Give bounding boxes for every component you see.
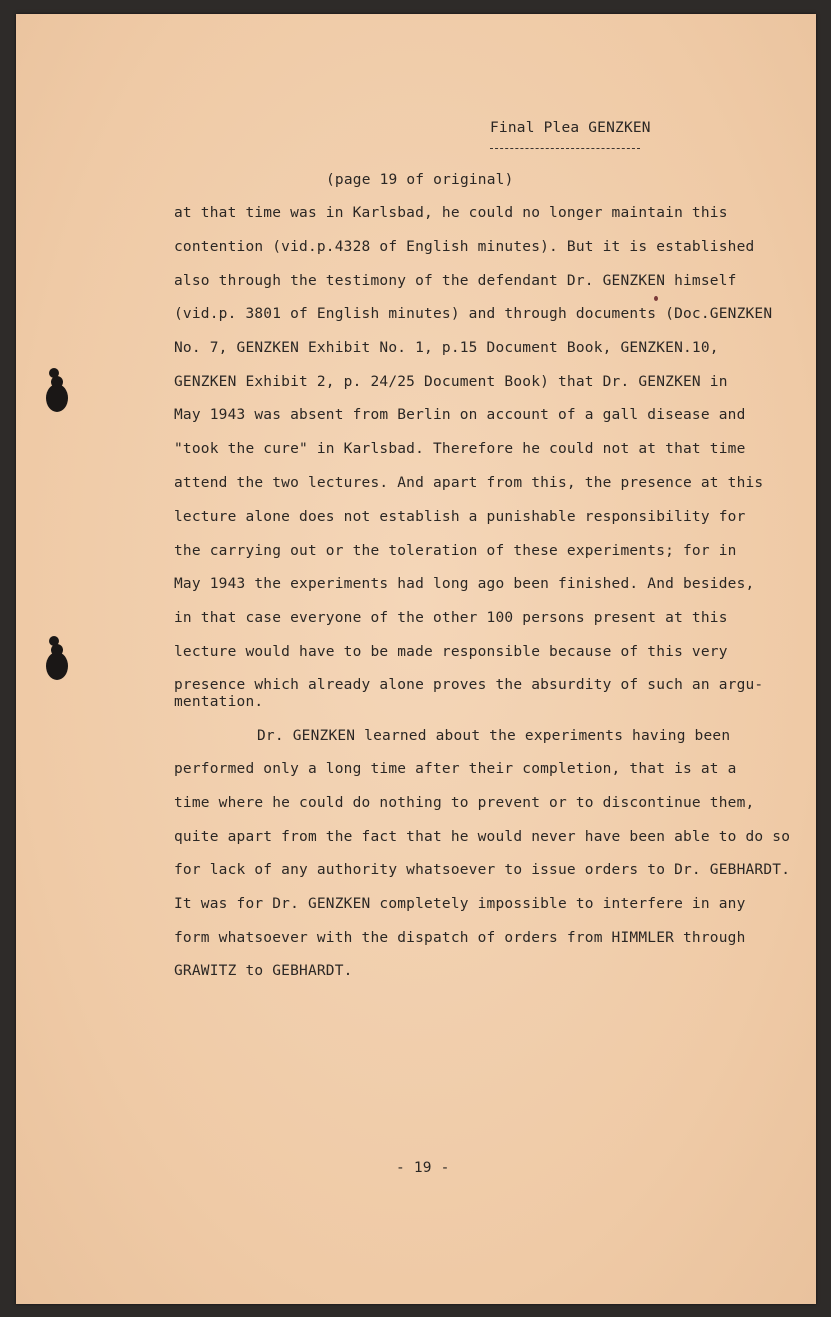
body-line: time where he could do nothing to prevent or to discontinue them, <box>174 795 755 811</box>
body-line: quite apart from the fact that he would never have been able to do so <box>174 829 791 845</box>
page-number: - 19 - <box>396 1160 450 1176</box>
body-line: presence which already alone proves the absurdity of such an argu- <box>174 677 764 693</box>
punch-hole-bottom <box>46 652 68 680</box>
ink-speck <box>654 296 658 301</box>
document-page <box>16 14 816 1304</box>
body-line: mentation. <box>174 694 264 710</box>
body-line: performed only a long time after their completion, that is at a <box>174 761 737 777</box>
body-line: GENZKEN Exhibit 2, p. 24/25 Document Book) that Dr. GENZKEN in <box>174 374 728 390</box>
body-line: lecture would have to be made responsible because of this very <box>174 644 728 660</box>
body-line: contention (vid.p.4328 of English minutes). But it is established <box>174 239 755 255</box>
document-title: Final Plea GENZKEN <box>490 120 651 136</box>
body-line: attend the two lectures. And apart from this, the presence at this <box>174 475 764 491</box>
body-line: also through the testimony of the defendant Dr. GENZKEN himself <box>174 273 737 289</box>
body-line: lecture alone does not establish a punishable responsibility for <box>174 509 746 525</box>
body-line: the carrying out or the toleration of these experiments; for in <box>174 543 737 559</box>
paragraph-start: Dr. GENZKEN learned about the experiments having been <box>257 728 731 744</box>
original-page-reference: (page 19 of original) <box>326 172 514 188</box>
body-line: in that case everyone of the other 100 persons present at this <box>174 610 728 626</box>
body-line: for lack of any authority whatsoever to issue orders to Dr. GEBHARDT. <box>174 862 791 878</box>
body-line: form whatsoever with the dispatch of orders from HIMMLER through <box>174 930 746 946</box>
body-line: No. 7, GENZKEN Exhibit No. 1, p.15 Document Book, GENZKEN.10, <box>174 340 719 356</box>
body-line: GRAWITZ to GEBHARDT. <box>174 963 353 979</box>
body-line: May 1943 the experiments had long ago been finished. And besides, <box>174 576 755 592</box>
body-line: May 1943 was absent from Berlin on account of a gall disease and <box>174 407 746 423</box>
punch-hole-top <box>46 384 68 412</box>
body-line: (vid.p. 3801 of English minutes) and through documents (Doc.GENZKEN <box>174 306 773 322</box>
body-line: at that time was in Karlsbad, he could no longer maintain this <box>174 205 728 221</box>
body-line: It was for Dr. GENZKEN completely impossible to interfere in any <box>174 896 746 912</box>
body-line: "took the cure" in Karlsbad. Therefore he could not at that time <box>174 441 746 457</box>
title-underline <box>490 148 640 149</box>
